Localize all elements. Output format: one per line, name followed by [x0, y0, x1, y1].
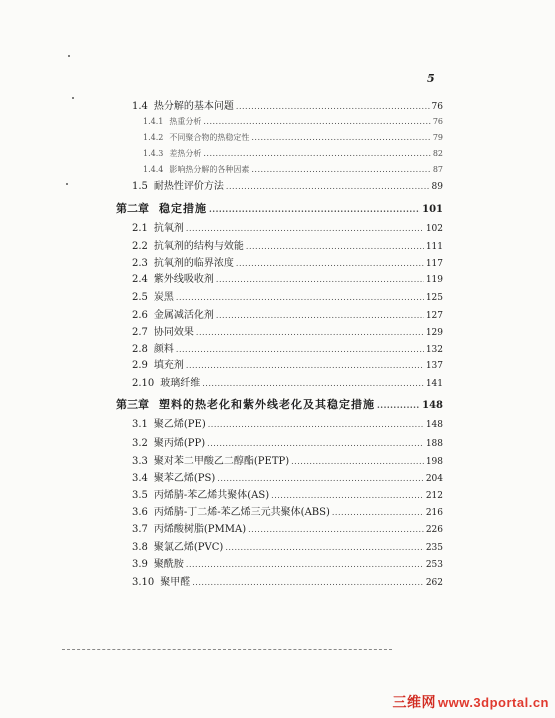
- toc-entry-number: 3.10: [132, 577, 155, 588]
- toc-entry-title: 丙烯腈-苯乙烯共聚体(AS): [153, 490, 270, 501]
- toc-entry: [143, 147, 443, 161]
- watermark-cn: 三维网: [392, 694, 436, 710]
- toc-entry: [132, 240, 443, 254]
- toc-entry-number: 2.4: [132, 274, 148, 285]
- toc-entry: [132, 309, 443, 323]
- toc-leader-dots: [203, 115, 430, 129]
- toc-entry-number: 3.1: [132, 419, 148, 430]
- toc-entry: [132, 418, 443, 432]
- toc-entry-title: 热重分析: [169, 117, 202, 126]
- toc-leader-dots: [192, 576, 424, 590]
- toc-entry-number: 3.7: [132, 524, 148, 535]
- toc-leader-dots: [226, 180, 430, 194]
- toc-leader-dots: [236, 100, 430, 114]
- toc-entry-title: 聚乙烯(PE): [153, 419, 206, 430]
- toc-entry-number: 2.3: [132, 258, 148, 269]
- toc-entry: [132, 100, 443, 114]
- toc-entry-number: 第二章: [116, 202, 149, 215]
- toc-entry-page: 188: [425, 439, 443, 449]
- toc-entry: [132, 377, 443, 391]
- toc-entry-title: 填充剂: [153, 360, 184, 371]
- toc-entry-page: 226: [425, 525, 443, 535]
- toc-entry-title: 聚丙烯(PP): [153, 438, 206, 449]
- toc-entry-number: 2.1: [132, 223, 148, 234]
- toc-entry-page: 137: [425, 361, 443, 371]
- toc-entry-number: 1.4: [132, 101, 148, 112]
- scan-speck: [66, 183, 68, 185]
- toc-entry-number: 2.7: [132, 327, 148, 338]
- toc-entry-number: 3.9: [132, 559, 148, 570]
- toc-entry: [132, 472, 443, 486]
- toc-entry-number: 2.2: [132, 241, 148, 252]
- toc-entry-number: 1.5: [132, 181, 148, 192]
- toc-leader-dots: [207, 437, 424, 451]
- toc-entry-page: 198: [425, 457, 443, 467]
- toc-entry-page: 76: [432, 117, 443, 126]
- toc-entry-title: 玻璃纤维: [160, 378, 201, 389]
- toc-leader-dots: [291, 455, 424, 469]
- toc-entry-number: 2.8: [132, 344, 148, 355]
- toc-entry: [132, 558, 443, 572]
- toc-entry-title: 聚甲醛: [160, 577, 191, 588]
- toc-entry-title: 聚氯乙烯(PVC): [153, 542, 224, 553]
- toc-leader-dots: [271, 489, 424, 503]
- toc-leader-dots: [216, 309, 424, 323]
- toc-entry-number: 2.10: [132, 378, 155, 389]
- toc-entry-page: 111: [425, 242, 443, 252]
- toc-entry: [132, 576, 443, 590]
- toc-entry-title: 差热分析: [169, 149, 202, 158]
- toc-leader-dots: [196, 326, 424, 340]
- toc-entry-title: 丙烯酸树脂(PMMA): [153, 524, 247, 535]
- toc-entry-title: 热分解的基本问题: [153, 101, 234, 112]
- toc-entry-page: 76: [431, 102, 443, 112]
- toc-leader-dots: [225, 541, 424, 555]
- toc-entry: [116, 202, 443, 217]
- toc-entry: [132, 489, 443, 503]
- toc-entry-title: 聚对苯二甲酸乙二醇酯(PETP): [153, 456, 290, 467]
- toc-leader-dots: [176, 343, 424, 357]
- toc-entry-number: 3.5: [132, 490, 148, 501]
- toc-entry-number: 3.6: [132, 507, 148, 518]
- toc-leader-dots: [176, 291, 424, 305]
- toc-entry: [132, 343, 443, 357]
- toc-entry-page: 82: [432, 149, 443, 158]
- toc-entry-title: 影响热分解的各种因素: [169, 165, 250, 174]
- footer-rule: [62, 649, 392, 650]
- toc-entry-title: 丙烯腈-丁二烯-苯乙烯三元共聚体(ABS): [153, 507, 330, 518]
- toc-entry-number: 3.2: [132, 438, 148, 449]
- toc-leader-dots: [236, 257, 424, 271]
- toc-entry-page: 125: [425, 293, 443, 303]
- toc-entry: [143, 163, 443, 177]
- toc-entry-title: 抗氧剂的结构与效能: [153, 241, 244, 252]
- toc-entry-page: 79: [432, 133, 443, 142]
- toc-entry-title: 聚苯乙烯(PS): [153, 473, 216, 484]
- scan-speck: [68, 55, 70, 57]
- toc-leader-dots: [203, 147, 430, 161]
- toc-entry-number: 3.3: [132, 456, 148, 467]
- toc-entry-title: 颜料: [153, 344, 174, 355]
- toc-entry-page: 101: [422, 204, 443, 215]
- toc-leader-dots: [186, 222, 424, 236]
- toc-entry-title: 不同聚合物的热稳定性: [169, 133, 250, 142]
- toc-entry-page: 216: [425, 508, 443, 518]
- toc-entry: [132, 291, 443, 305]
- toc-entry: [132, 326, 443, 340]
- toc-entry-page: 127: [425, 311, 443, 321]
- watermark: [392, 692, 549, 712]
- toc-entry-page: 89: [431, 182, 443, 192]
- scan-speck: [72, 97, 74, 99]
- toc-entry-page: 148: [422, 400, 443, 411]
- toc-leader-dots: [217, 472, 424, 486]
- toc-entry: [132, 437, 443, 451]
- toc-entry-number: 1.4.3: [143, 149, 164, 158]
- toc-entry-title: 金属减活化剂: [153, 310, 214, 321]
- toc-entry-title: 耐热性评价方法: [153, 181, 224, 192]
- toc-entry-title: 聚酰胺: [153, 559, 184, 570]
- toc-entry: [132, 455, 443, 469]
- toc-entry: [132, 257, 443, 271]
- toc-entry-page: 212: [425, 491, 443, 501]
- toc-entry-page: 204: [425, 474, 443, 484]
- toc-entry: [132, 523, 443, 537]
- toc-leader-dots: [251, 131, 430, 145]
- toc-leader-dots: [377, 398, 420, 412]
- toc-entry-page: 119: [425, 275, 443, 285]
- toc-entry-page: 117: [425, 259, 443, 269]
- toc-entry-title: 抗氧剂: [153, 223, 184, 234]
- toc-entry-number: 2.6: [132, 310, 148, 321]
- toc-entry-title: 紫外线吸收剂: [153, 274, 214, 285]
- toc-entry-title: 炭黑: [153, 292, 174, 303]
- toc-entry: [132, 222, 443, 236]
- toc-entry-number: 2.9: [132, 360, 148, 371]
- toc-entry-page: 87: [432, 165, 443, 174]
- toc-entry: [116, 398, 443, 413]
- toc-entry: [132, 359, 443, 373]
- toc-entry-page: 235: [425, 543, 443, 553]
- toc-entry-number: 3.4: [132, 473, 148, 484]
- toc-leader-dots: [186, 558, 424, 572]
- toc-entry-title: 抗氧剂的临界浓度: [153, 258, 234, 269]
- toc-leader-dots: [208, 418, 424, 432]
- toc-leader-dots: [186, 359, 424, 373]
- toc-entry-title: 塑料的热老化和紫外线老化及其稳定措施: [159, 398, 375, 411]
- page-number: 5: [427, 72, 435, 85]
- toc-leader-dots: [202, 377, 424, 391]
- toc-entry-number: 1.4.1: [143, 117, 164, 126]
- toc-entry-page: 262: [425, 578, 443, 588]
- toc-entry: [132, 506, 443, 520]
- toc-entry-number: 1.4.4: [143, 165, 164, 174]
- toc-entry: [132, 180, 443, 194]
- toc-entry-number: 第三章: [116, 398, 149, 411]
- toc-leader-dots: [248, 523, 424, 537]
- toc-entry-page: 148: [425, 420, 443, 430]
- toc-entry-number: 2.5: [132, 292, 148, 303]
- toc-entry-page: 132: [425, 345, 443, 355]
- toc-leader-dots: [251, 163, 430, 177]
- toc-leader-dots: [209, 202, 420, 216]
- toc-entry-title: 稳定措施: [159, 202, 207, 215]
- toc-entry: [132, 541, 443, 555]
- toc-entry-page: 102: [425, 224, 443, 234]
- toc-entry: [143, 131, 443, 145]
- toc-entry-number: 3.8: [132, 542, 148, 553]
- toc-entry: [143, 115, 443, 129]
- toc-entry-page: 141: [425, 379, 443, 389]
- toc-entry-title: 协同效果: [153, 327, 194, 338]
- toc-leader-dots: [216, 273, 424, 287]
- toc-leader-dots: [332, 506, 424, 520]
- toc-entry: [132, 273, 443, 287]
- toc-entry-number: 1.4.2: [143, 133, 164, 142]
- watermark-url: www.3dportal.cn: [437, 695, 549, 710]
- toc-entry-page: 253: [425, 560, 443, 570]
- toc-entry-page: 129: [425, 328, 443, 338]
- toc-leader-dots: [246, 240, 424, 254]
